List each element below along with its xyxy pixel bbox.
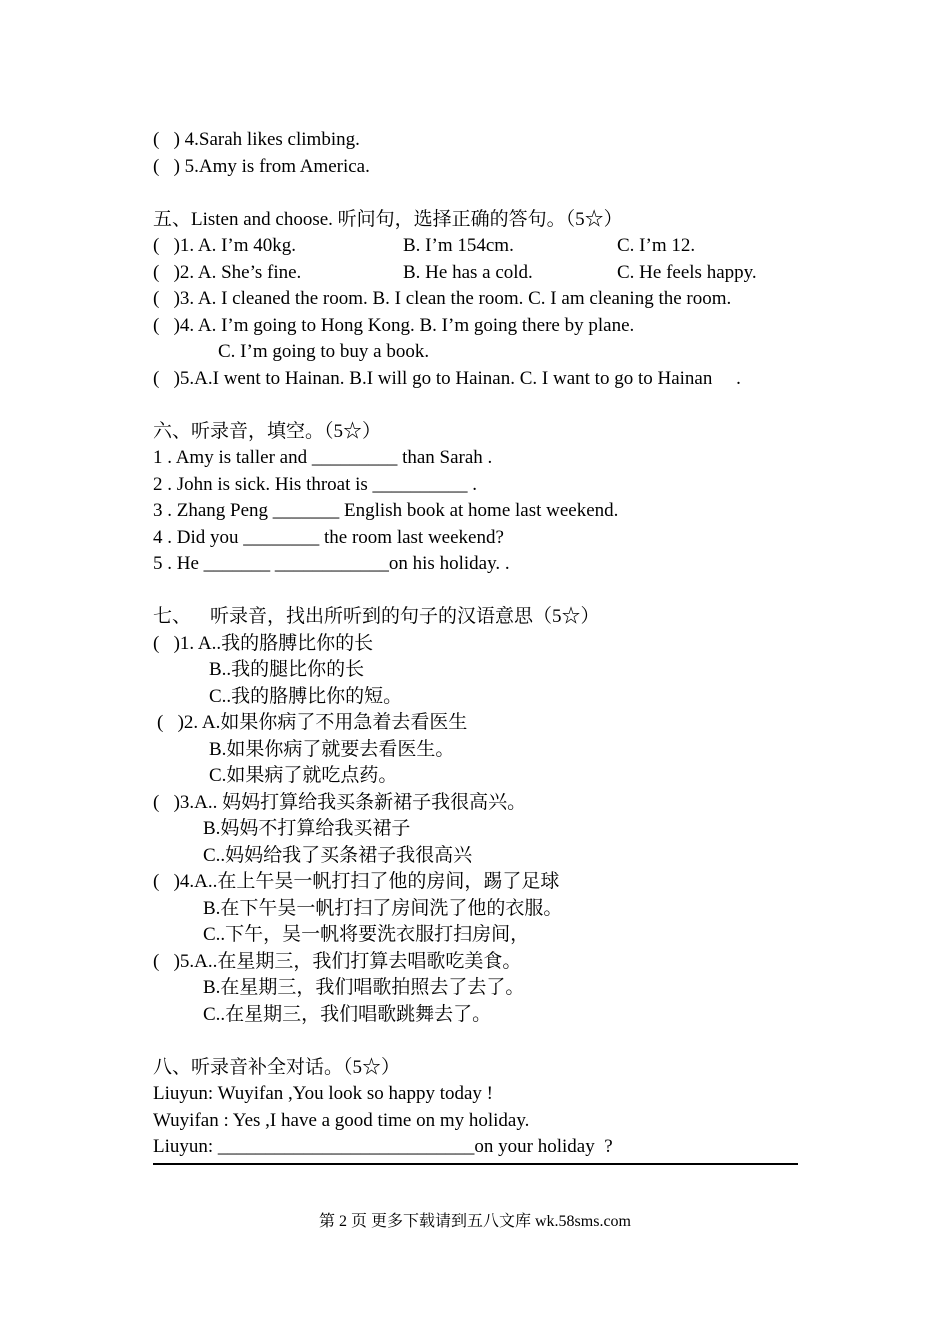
sec7-q5-option-c: C..在星期三，我们唱歌跳舞去了。 — [203, 1003, 492, 1025]
sec5-q1-option-c: C. I’m 12. — [617, 235, 696, 256]
sec7-q2-option-a: ( )2. A.如果你病了不用急着去看医生 — [157, 712, 468, 733]
sec5-q2-option-b: B. He has a cold. — [403, 261, 533, 283]
sec7-q3-option-c: C..妈妈给我了买条裙子我很高兴 — [203, 844, 473, 866]
bottom-divider — [153, 1163, 798, 1165]
sec8-dialogue-line-2: Wuyifan : Yes ,I have a good time on my holiday. — [153, 1109, 530, 1131]
sec6-item-3: 3 . Zhang Peng _______ English book at home last weekend. — [153, 500, 619, 521]
worksheet-page — [153, 127, 803, 1161]
sec6-title: 六、听录音，填空。（5☆） — [153, 420, 382, 442]
sec7-q1-option-a: ( )1. A..我的胳膊比你的长 — [153, 632, 374, 654]
sec5-q2-option-c: C. He feels happy. — [617, 261, 757, 283]
sec7-q1-option-c: C..我的胳膊比你的短。 — [209, 685, 403, 707]
sec8-dialogue-line-3: Liuyun: ___________________________on your holiday ? — [153, 1136, 613, 1157]
sec7-q2-option-c: C.如果病了就吃点药。 — [209, 765, 398, 786]
sec7-q5-option-b: B.在星期三，我们唱歌拍照去了去了。 — [203, 977, 525, 998]
sec7-q3-option-a: ( )3.A.. 妈妈打算给我买条新裙子我很高兴。 — [153, 791, 527, 813]
sec6-item-4: 4 . Did you ________ the room last weekend? — [153, 526, 504, 548]
sec5-question-4-option-c: C. I’m going to buy a book. — [218, 341, 430, 362]
sec7-q4-option-c: C..下午，吴一帆将要洗衣服打扫房间， — [203, 924, 530, 945]
sec6-item-1: 1 . Amy is taller and _________ than Sarah . — [153, 447, 493, 468]
page-footer: 第 2 页 更多下载请到五八文库 wk.58sms.com — [318, 1213, 631, 1230]
sec6-item-5: 5 . He _______ ____________on his holiday. . — [153, 553, 510, 574]
sec5-question-1 — [153, 233, 803, 260]
sec7-q2-option-b: B.如果你病了就要去看医生。 — [209, 738, 455, 760]
sec8-title: 八、听录音补全对话。（5☆） — [153, 1056, 401, 1078]
sec7-q1-option-b: B..我的腿比你的长 — [209, 659, 365, 680]
sec5-question-5: ( )5.A.I went to Hainan. B.I will go to Hainan. C. I want to go to Hainan . — [153, 367, 741, 389]
sec5-q2-option-a: ( )2. A. She’s fine. — [153, 261, 302, 283]
sec6-item-2: 2 . John is sick. His throat is __________ . — [153, 473, 478, 495]
sec8-dialogue-line-1: Liuyun: Wuyifan ,You look so happy today ! — [153, 1083, 493, 1104]
sec4-item-5: ( ) 5.Amy is from America. — [153, 155, 370, 177]
sec5-question-3: ( )3. A. I cleaned the room. B. I clean the room. C. I am cleaning the room. — [153, 288, 732, 309]
sec5-q1-option-a: ( )1. A. I’m 40kg. — [153, 235, 297, 256]
sec5-title: 五、Listen and choose. 听问句，选择正确的答句。（5☆） — [153, 208, 623, 230]
sec7-q4-option-b: B.在下午吴一帆打扫了房间洗了他的衣服。 — [203, 897, 563, 919]
sec7-q4-option-a: ( )4.A..在上午吴一帆打扫了他的房间，踢了足球 — [153, 871, 560, 892]
sec7-q3-option-b: B.妈妈不打算给我买裙子 — [203, 818, 411, 839]
sec4-item-4: ( ) 4.Sarah likes climbing. — [153, 129, 360, 150]
sec5-question-4: ( )4. A. I’m going to Hong Kong. B. I’m going there by plane. — [153, 314, 635, 336]
sec5-q1-option-b: B. I’m 154cm. — [403, 235, 514, 256]
sec7-title: 七、 听录音，找出所听到的句子的汉语意思（5☆） — [153, 606, 600, 627]
sec7-q5-option-a: ( )5.A..在星期三，我们打算去唱歌吃美食。 — [153, 950, 522, 972]
sec5-question-2 — [153, 260, 803, 287]
